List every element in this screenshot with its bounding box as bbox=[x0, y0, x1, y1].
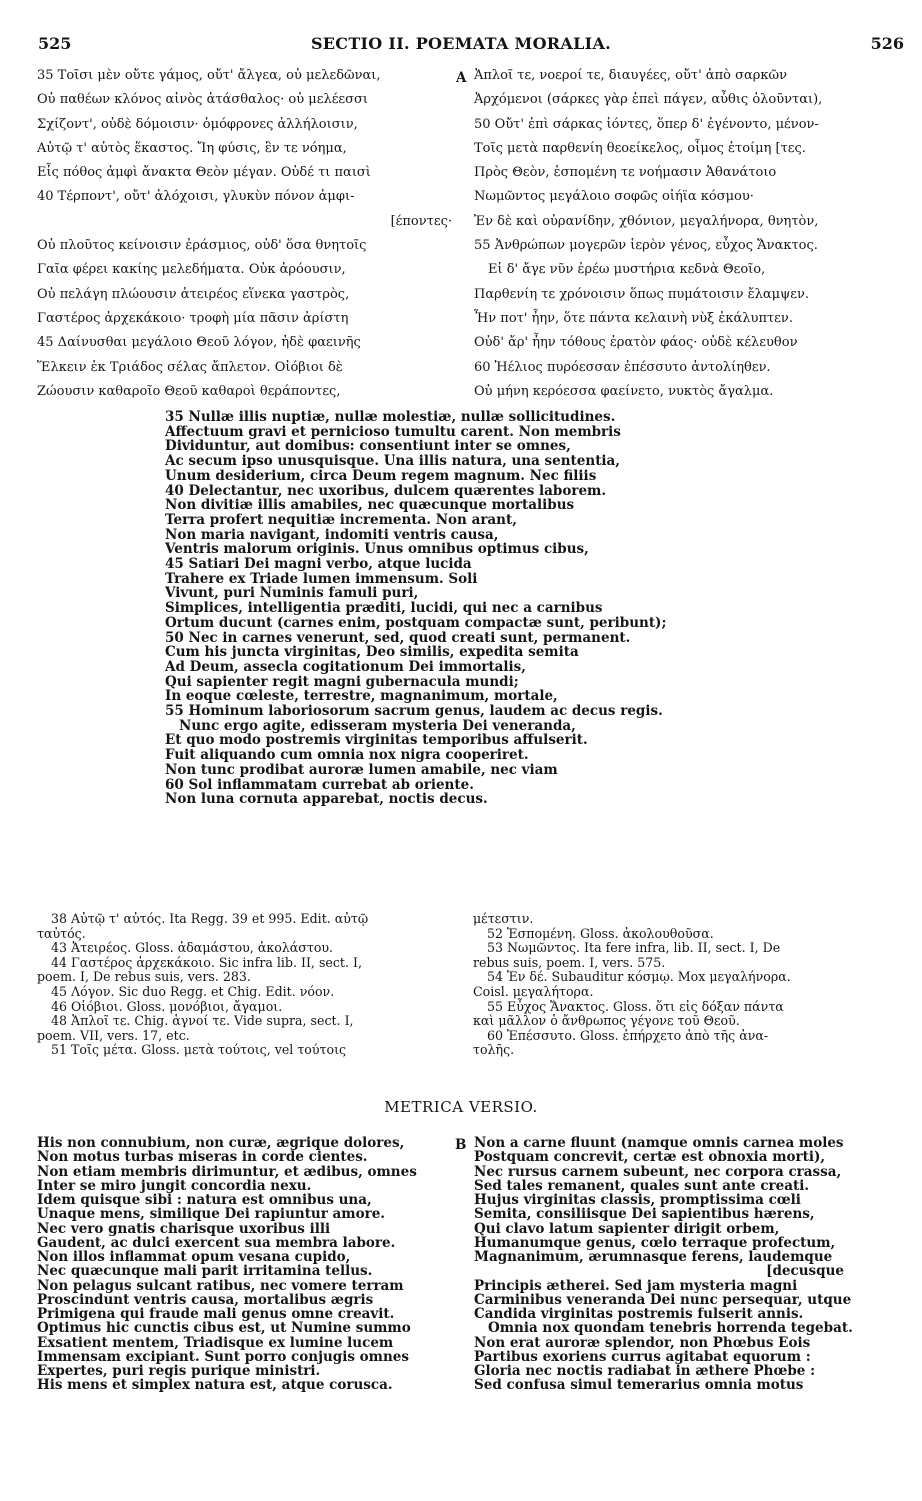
footnote-line: poem. I, De rebus suis, vers. 283. bbox=[37, 969, 251, 985]
greek-line: Εἷς πόθος ἀμφὶ ἄνακτα Θεὸν μέγαν. Οὐδέ τι παισὶ bbox=[37, 165, 371, 181]
greek-line: Οὐ πελάγη πλώουσιν ἀτειρέος εἵνεκα γαστρὸς, bbox=[37, 286, 350, 302]
column-marker-b: B bbox=[455, 1137, 467, 1153]
footnote-line: Coisl. μεγαλήτορα. bbox=[473, 983, 594, 999]
footnote-line: 53 Νωμῶντος. Ita fere infra, lib. II, sect. I, De bbox=[487, 940, 781, 956]
latin-line: 60 Sol inflammatam currebat ab oriente. bbox=[165, 776, 474, 793]
metrica-line: [decusque bbox=[766, 1263, 844, 1280]
metrica-line: Sed confusa simul temerarius omnia motus bbox=[474, 1377, 804, 1393]
latin-line: Ortum ducunt (carnes enim, postquam compactæ sunt, peribunt); bbox=[165, 614, 667, 631]
page-header bbox=[0, 32, 922, 58]
page-number-left: 525 bbox=[38, 34, 72, 53]
latin-line: Nunc ergo agite, edisseram mysteria Dei veneranda, bbox=[179, 717, 576, 734]
greek-line: Σχίζοντ', οὐδὲ δόμοισιν· ὁμόφρονες ἀλλήλοισιν, bbox=[37, 116, 358, 132]
metrica-line: Gaudent, ac dulci exercent sua membra labore. bbox=[37, 1234, 396, 1251]
latin-line: 35 Nullæ illis nuptiæ, nullæ molestiæ, nullæ sollicitudines. bbox=[165, 410, 616, 425]
metrica-line: Nec vero gnatis charisque uxoribus illi bbox=[37, 1220, 331, 1237]
metrica-line: Primigena qui fraude mali genus omne creavit. bbox=[37, 1306, 395, 1322]
metrica-line: Sed tales remanent, quales sunt ante creati. bbox=[474, 1177, 810, 1194]
metrica-versio-heading: METRICA VERSIO. bbox=[384, 1098, 538, 1116]
footnotes-right-column bbox=[473, 912, 913, 1058]
latin-line: Dividuntur, aut domibus: consentiunt inter se omnes, bbox=[165, 438, 571, 455]
metrica-line: Non etiam membris dirimuntur, et ædibus, omnes bbox=[37, 1163, 417, 1180]
latin-line: Terra profert nequitiæ incrementa. Non arant, bbox=[165, 511, 517, 528]
latin-line: Ac secum ipso unusquisque. Una illis natura, una sententia, bbox=[165, 453, 621, 470]
latin-line: Ad Deum, assecla cogitationum Dei immortalis, bbox=[165, 658, 526, 675]
greek-line: Εἰ δ' ἄγε νῦν ἐρέω μυστήρια κεδνὰ Θεοῖο, bbox=[488, 262, 766, 278]
latin-line: Affectuum gravi et pernicioso tumultu carent. Non membris bbox=[165, 423, 621, 440]
footnote-line: καὶ μᾶλλον ὁ ἄνθρωπος γέγονε τοῦ Θεοῦ. bbox=[473, 1013, 740, 1029]
latin-line: Cum his juncta virginitas, Deo similis, expedita semita bbox=[165, 644, 579, 661]
footnote-line: 38 Αὐτῷ τ' αὐτός. Ita Regg. 39 et 995. Edit. αὐτῷ bbox=[51, 912, 369, 926]
metrica-line: Qui clavo latum sapienter dirigit orbem, bbox=[474, 1220, 780, 1237]
latin-line: Ventris malorum originis. Unus omnibus optimus cibus, bbox=[165, 541, 589, 558]
footnote-line: 54 Ἐν δέ. Subauditur κόσμῳ. Mox μεγαλήνορα. bbox=[487, 969, 791, 985]
greek-line: Οὐ μήνη κερόεσσα φαείνετο, νυκτὸς ἄγαλμα. bbox=[474, 383, 774, 399]
metrica-right-column bbox=[474, 1136, 914, 1393]
metrica-line: Humanumque genus, cœlo terraque profectum, bbox=[474, 1234, 836, 1251]
metrica-left-column bbox=[37, 1136, 457, 1393]
greek-line: 60 Ἠέλιος πυρόεσσαν ἐπέσσυτο ἀντολίηθεν. bbox=[474, 359, 771, 375]
latin-line: Unum desiderium, circa Deum regem magnum. Nec filiis bbox=[165, 467, 597, 484]
greek-text-right-column bbox=[474, 64, 914, 404]
greek-line: Ἁπλοῖ τε, νοεροί τε, διαυγέες, οὔτ' ἀπὸ σαρκῶν bbox=[474, 68, 787, 83]
metrica-line: Omnia nox quondam tenebris horrenda tegebat. bbox=[488, 1320, 853, 1337]
metrica-line: Postquam concrevit, certæ est obnoxia morti), bbox=[474, 1149, 826, 1166]
footnote-line: 48 Ἁπλοῖ τε. Chig. ἁγνοί τε. Vide supra, sect. I, bbox=[51, 1013, 354, 1029]
footnotes-left-column bbox=[37, 912, 467, 1058]
metrica-line: Gloria nec noctis radiabat in æthere Phœbe : bbox=[474, 1363, 816, 1379]
footnote-line: τολῆς. bbox=[473, 1042, 515, 1058]
greek-line: 50 Οὔτ' ἐπὶ σάρκας ἰόντες, ὅπερ δ' ἐγένοντο, μένον- bbox=[474, 116, 819, 132]
latin-line: Non maria navigant, indomiti ventris causa, bbox=[165, 526, 499, 543]
column-marker-a: A bbox=[456, 70, 467, 86]
greek-line: Οὐ πλοῦτος κείνοισιν ἐράσμιος, οὐδ' ὅσα θνητοῖς bbox=[37, 238, 367, 254]
latin-line: 45 Satiari Dei magni verbo, atque lucida bbox=[165, 556, 472, 573]
metrica-line: Non pelagus sulcant ratibus, nec vomere terram bbox=[37, 1277, 404, 1294]
greek-line: Παρθενίη τε χρόνοισιν ὅπως πυμάτοισιν ἔλαμψεν. bbox=[474, 286, 810, 302]
footnote-line: 44 Γαστέρος ἀρχεκάκοιο. Sic infra lib. II, sect. I, bbox=[51, 954, 362, 970]
footnote-line: poem. VII, vers. 17, etc. bbox=[37, 1027, 190, 1043]
latin-line: Et quo modo postremis virginitas temporibus affulserit. bbox=[165, 732, 588, 749]
footnote-line: μέτεστιν. bbox=[473, 912, 534, 926]
metrica-line: Immensam excipiant. Sunt porro conjugis omnes bbox=[37, 1348, 409, 1365]
footnote-line: ταὐτός. bbox=[37, 925, 86, 941]
greek-line: Ἀρχόμενοι (σάρκες γὰρ ἐπεὶ πάγεν, αὖθις ὀλοῦνται), bbox=[474, 92, 823, 108]
greek-line: Τοῖς μετὰ παρθενίη θεοείκελος, οἶμος ἑτοίμη [τες. bbox=[474, 140, 806, 156]
metrica-line: Optimus hic cunctis cibus est, ut Numine summo bbox=[37, 1320, 411, 1337]
metrica-line: Candida virginitas postremis fulserit annis. bbox=[474, 1306, 804, 1322]
greek-text-left-column bbox=[37, 64, 462, 404]
latin-line: Non luna cornuta apparebat, noctis decus. bbox=[165, 791, 488, 807]
latin-line: Simplices, intelligentia præditi, lucidi, qui nec a carnibus bbox=[165, 600, 603, 617]
latin-line: Non divitiæ illis amabiles, nec quæcunque mortalibus bbox=[165, 497, 575, 514]
footnote-line: 55 Εὖχος Ἄνακτος. Gloss. ὅτι εἰς δόξαν πάντα bbox=[487, 998, 784, 1014]
metrica-line: Non illos inflammat opum vesana cupido, bbox=[37, 1249, 351, 1265]
footnote-line: 46 Οἰόβιοι. Gloss. μονόβιοι, ἄγαμοι. bbox=[51, 998, 283, 1014]
latin-line: Qui sapienter regit magni gubernacula mundi; bbox=[165, 673, 519, 690]
greek-line: Ἦν ποτ' ἦην, ὅτε πάντα κελαινὴ νὺξ ἐκάλυπτεν. bbox=[474, 310, 793, 326]
greek-line: Οὐδ' ἄρ' ἦην τόθους ἐρατὸν φάος· οὐδὲ κέλευθον bbox=[474, 335, 798, 351]
metrica-line: Exsatient mentem, Triadisque ex lumine lucem bbox=[37, 1334, 394, 1351]
greek-line: Ἕλκειν ἐκ Τριάδος σέλας ἄπλετον. Οἰόβιοι δὲ bbox=[37, 359, 343, 375]
footnote-line: 52 Ἑσπομένη. Gloss. ἀκολουθοῦσα. bbox=[487, 925, 714, 941]
metrica-line: Nec quæcunque mali parit irritamina tellus. bbox=[37, 1263, 373, 1280]
metrica-line: Hujus virginitas classis, promptissima cœli bbox=[474, 1192, 801, 1208]
latin-line: Non tunc prodibat auroræ lumen amabile, nec viam bbox=[165, 761, 558, 778]
latin-line: In eoque cœleste, terrestre, magnanimum, mortale, bbox=[165, 688, 558, 705]
metrica-line: Idem quisque sibi : natura est omnibus una, bbox=[37, 1192, 372, 1208]
footnote-line: 51 Τοῖς μέτα. Gloss. μετὰ τούτοις, vel τούτοις bbox=[51, 1042, 347, 1058]
latin-line: 55 Hominum laboriosorum sacrum genus, laudem ac decus regis. bbox=[165, 703, 663, 720]
footnote-line: 43 Ἀτειρέος. Gloss. ἀδαμάστου, ἀκολάστου. bbox=[51, 940, 334, 956]
metrica-line: Non erat auroræ splendor, non Phœbus Eois bbox=[474, 1334, 811, 1351]
latin-line: Vivunt, puri Numinis famuli puri, bbox=[165, 585, 419, 602]
latin-line: 40 Delectantur, nec uxoribus, dulcem quærentes laborem. bbox=[165, 482, 607, 499]
greek-line: Πρὸς Θεὸν, ἑσπομένη τε νοήμασιν Ἀθανάτοιο bbox=[474, 165, 777, 181]
latin-line: 50 Nec in carnes venerunt, sed, quod creati sunt, permanent. bbox=[165, 629, 631, 646]
metrica-line: Inter se miro jungit concordia nexu. bbox=[37, 1177, 312, 1194]
metrica-line: Carminibus veneranda Dei nunc persequar, utque bbox=[474, 1291, 852, 1308]
footnote-line: 60 Ἐπέσσυτο. Gloss. ἐπήρχετο ἀπὸ τῆς ἀνα- bbox=[487, 1027, 769, 1043]
greek-line: 45 Δαίνυσθαι μεγάλοιο Θεοῦ λόγον, ἠδὲ φαεινῆς bbox=[37, 335, 361, 351]
greek-line: 35 Τοῖσι μὲν οὔτε γάμος, οὔτ' ἄλγεα, οὐ μελεδῶναι, bbox=[37, 68, 381, 83]
metrica-line: Nec rursus carnem subeunt, nec corpora crassa, bbox=[474, 1163, 842, 1180]
footnote-line: rebus suis, poem. I, vers. 575. bbox=[473, 954, 666, 970]
greek-line: [έποντες· bbox=[390, 213, 452, 229]
metrica-line: Unaque mens, similique Dei rapiuntur amore. bbox=[37, 1206, 385, 1223]
metrica-line: Expertes, puri regis purique ministri. bbox=[37, 1363, 321, 1379]
metrica-line: Semita, consiliisque Dei sapientibus hærens, bbox=[474, 1206, 815, 1223]
metrica-line: His non connubium, non curæ, ægrique dolores, bbox=[37, 1136, 405, 1151]
greek-line: Οὐ παθέων κλόνος αἰνὸς ἀτάσθαλος· οὐ μελέεσσι bbox=[37, 92, 369, 108]
latin-translation bbox=[165, 410, 885, 807]
greek-line: Νωμῶντος μεγάλοιο σοφῶς οἰήϊα κόσμου· bbox=[474, 189, 754, 205]
latin-line: Fuit aliquando cum omnia nox nigra cooperiret. bbox=[165, 747, 529, 764]
greek-line: Αὐτῷ τ' αὐτὸς ἕκαστος. Ἴη φύσις, ἓν τε νόημα, bbox=[37, 140, 347, 156]
greek-line: Ἐν δὲ καὶ οὐρανίδην, χθόνιον, μεγαλήνορα, θνητὸν, bbox=[474, 213, 819, 229]
metrica-line: Magnanimum, ærumnasque ferens, laudemque bbox=[474, 1249, 833, 1265]
greek-line: Γαστέρος ἀρχεκάκοιο· τροφὴ μία πᾶσιν ἀρίστη bbox=[37, 310, 349, 326]
metrica-line: Non motus turbas miseras in corde cientes. bbox=[37, 1149, 368, 1166]
greek-line: Ζώουσιν καθαροῖο Θεοῦ καθαροὶ θεράποντες, bbox=[37, 383, 341, 399]
latin-line: Trahere ex Triade lumen immensum. Soli bbox=[165, 570, 478, 587]
greek-line: 40 Τέρποντ', οὔτ' ἀλόχοισι, γλυκὺν πόνον ἀμφι- bbox=[37, 189, 355, 205]
page-title: SECTIO II. POEMATA MORALIA. bbox=[310, 34, 612, 53]
page-number-right: 526 bbox=[870, 34, 904, 53]
metrica-line: His mens et simplex natura est, atque corusca. bbox=[37, 1377, 393, 1393]
metrica-line: Non a carne fluunt (namque omnis carnea moles bbox=[474, 1136, 844, 1151]
greek-line: Γαῖα φέρει κακίης μελεδήματα. Οὐκ ἀρόουσιν, bbox=[37, 262, 346, 278]
metrica-line: Principis ætherei. Sed jam mysteria magni bbox=[474, 1277, 798, 1294]
metrica-line: Proscindunt ventris causa, mortalibus ægris bbox=[37, 1291, 374, 1308]
metrica-line: Partibus exoriens currus agitabat equorum : bbox=[474, 1348, 811, 1365]
greek-line: 55 Ἀνθρώπων μογερῶν ἱερὸν γένος, εὖχος Ἄνακτος. bbox=[474, 238, 818, 254]
footnote-line: 45 Λόγον. Sic duo Regg. et Chig. Edit. νόον. bbox=[51, 983, 335, 999]
